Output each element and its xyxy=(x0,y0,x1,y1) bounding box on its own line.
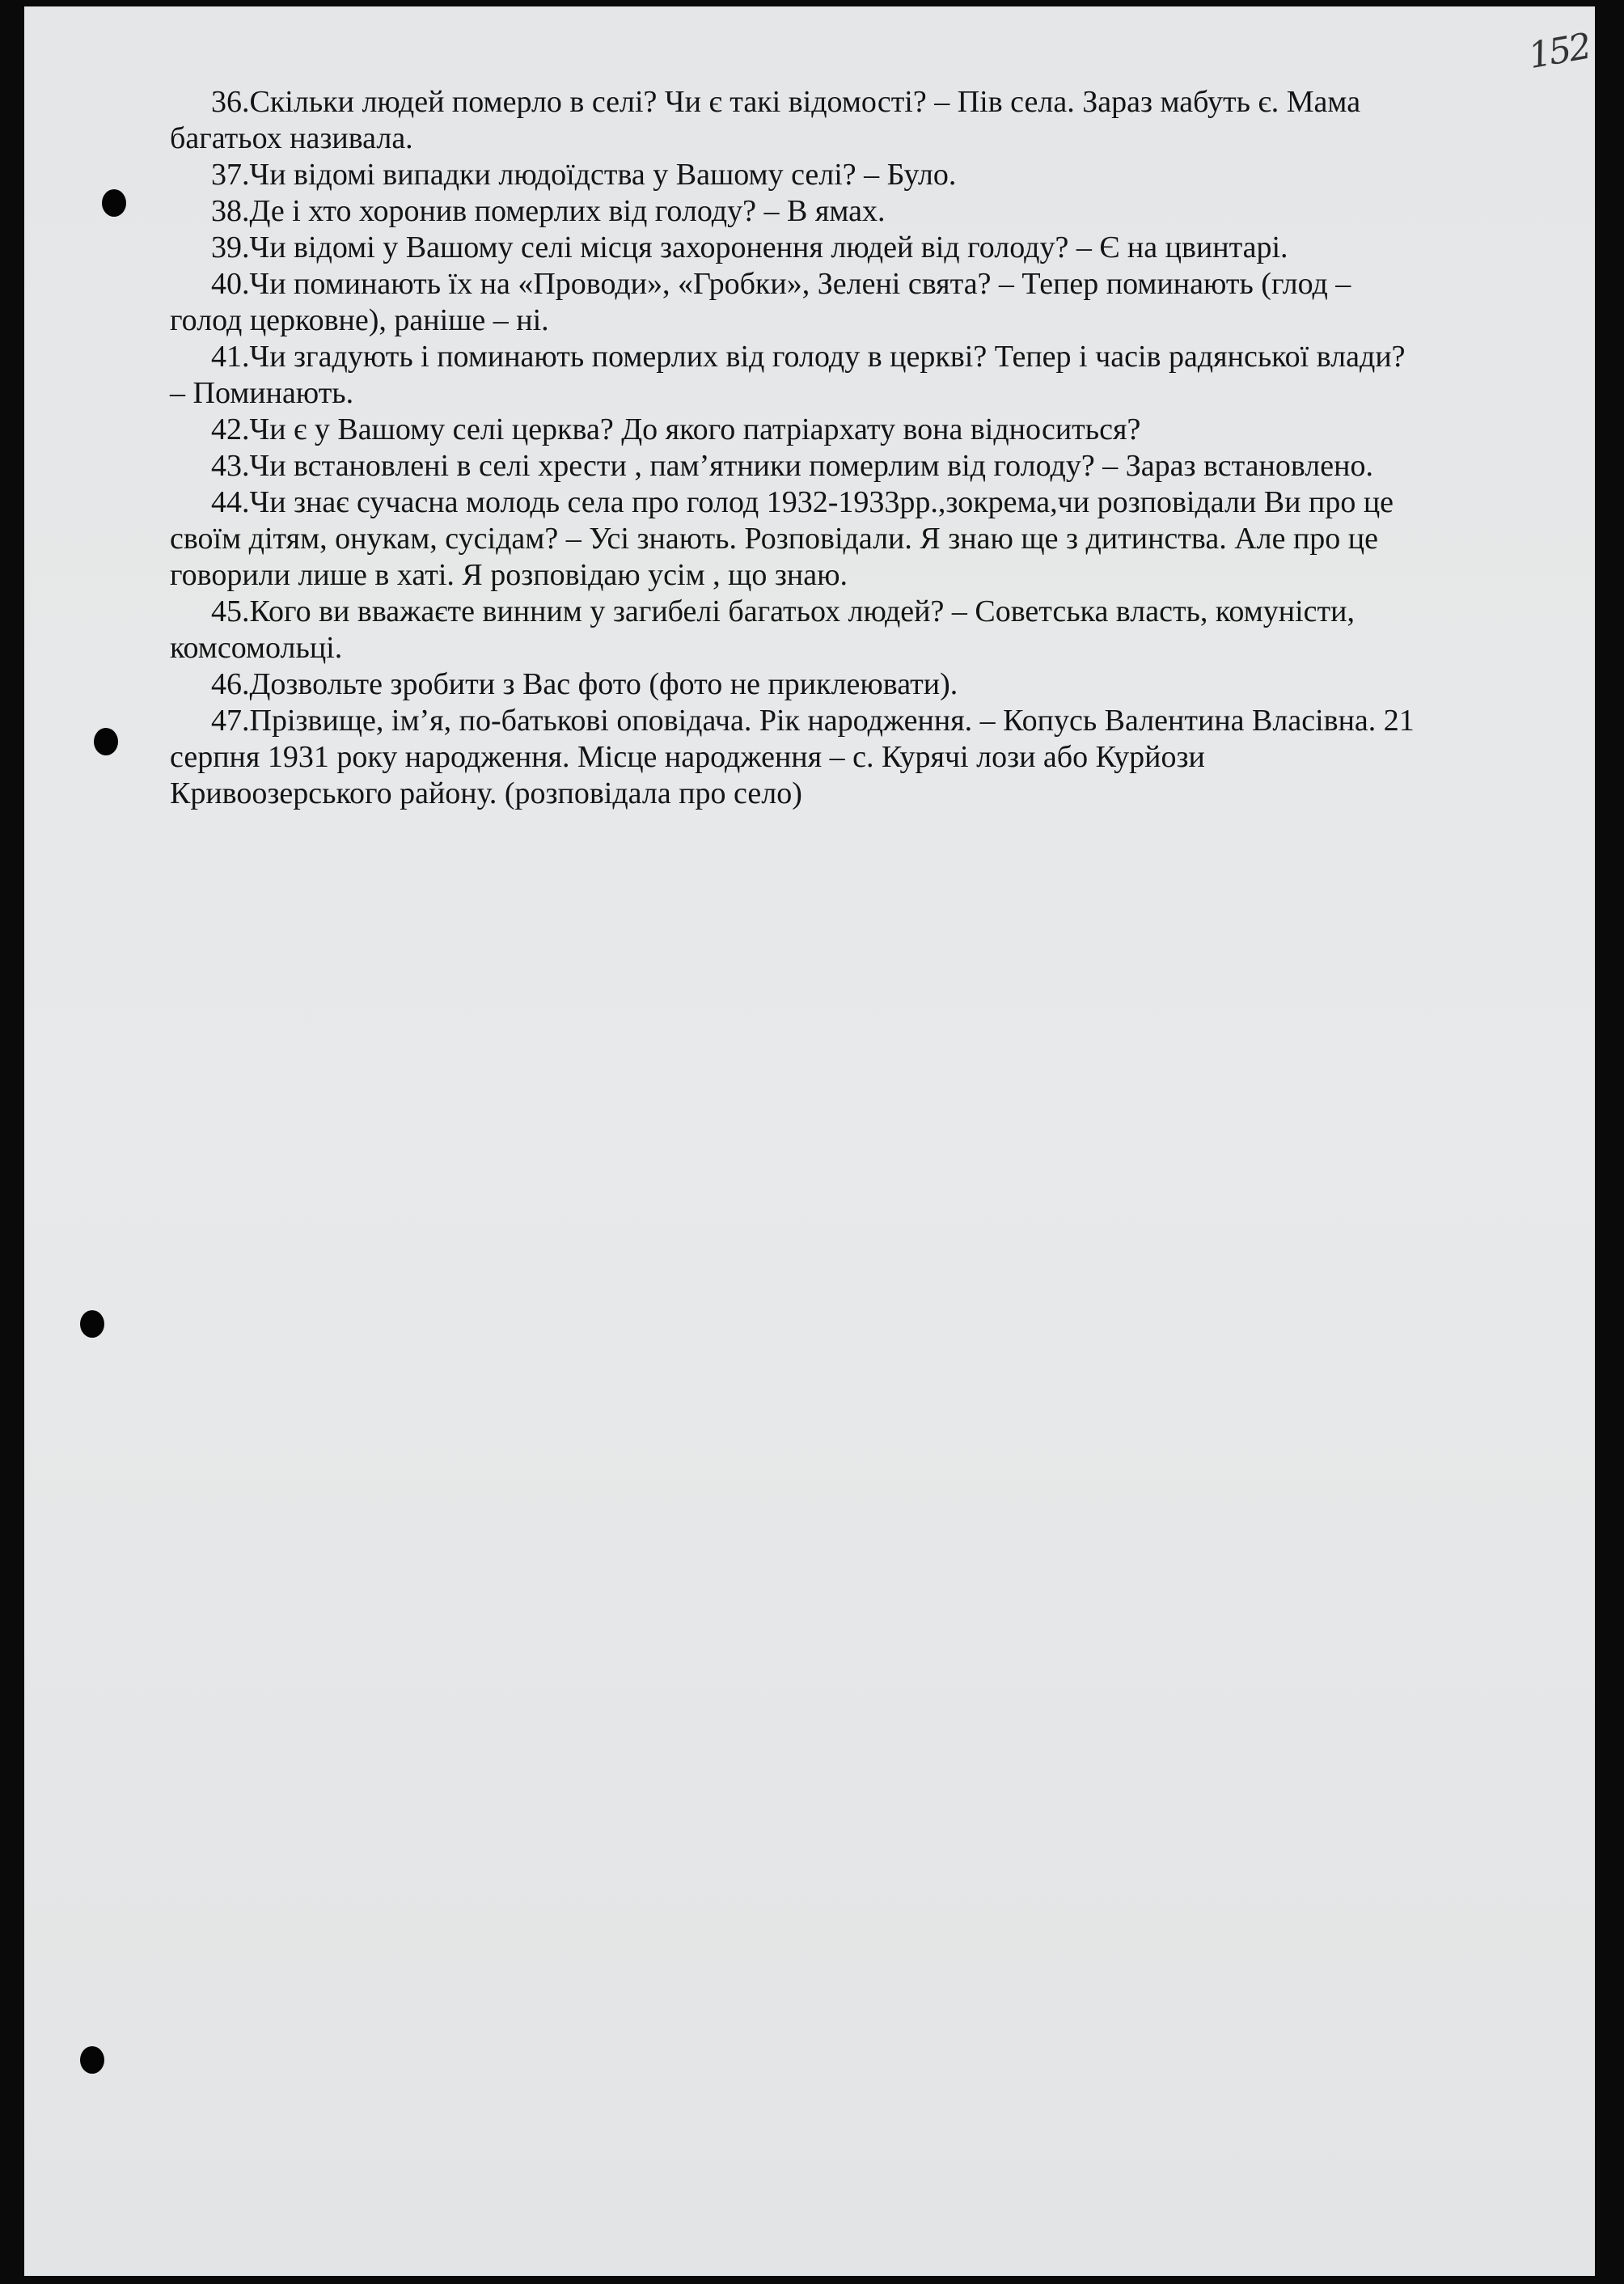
question-item xyxy=(170,266,1415,339)
text-line: 46.Дозвольте зробити з Вас фото (фото не приклеювати). xyxy=(211,667,958,701)
text-line: – Поминають. xyxy=(170,376,354,410)
text-line: голод церковне), раніше – ні. xyxy=(170,303,549,337)
punch-hole xyxy=(80,1310,104,1338)
question-item xyxy=(170,193,1415,230)
text-line: 39.Чи відомі у Вашому селі місця захоронення людей від голоду? – Є на цвинтарі. xyxy=(211,231,1288,264)
text-line: 43.Чи встановлені в селі хрести , пам’ятники померлим від голоду? – Зараз встановлено. xyxy=(211,449,1373,483)
text-line: 45.Кого ви вважаєте винним у загибелі багатьох людей? – Советська власть, комуністи, xyxy=(211,594,1355,628)
question-item xyxy=(170,84,1415,157)
text-line: своїм дітям, онукам, сусідам? – Усі знають. Розповідали. Я знаю ще з дитинства. Але про це xyxy=(170,522,1379,556)
question-item xyxy=(170,448,1415,484)
question-item xyxy=(170,230,1415,266)
question-item xyxy=(170,339,1415,412)
text-line: 37.Чи відомі випадки людоїдства у Вашому селі? – Було. xyxy=(211,158,957,192)
text-line: 41.Чи згадують і поминають померлих від голоду в церкві? Тепер і часів радянської влади? xyxy=(211,340,1406,374)
text-line: 42.Чи є у Вашому селі церква? До якого патріархату вона відноситься? xyxy=(211,412,1141,446)
handwritten-page-number: 152 xyxy=(1525,25,1592,78)
text-line: Кривоозерського району. (розповідала про село) xyxy=(170,776,802,810)
text-line: 40.Чи поминають їх на «Проводи», «Гробки», Зелені свята? – Тепер поминають (глод – xyxy=(211,267,1351,301)
question-item xyxy=(170,484,1415,594)
text-line: 44.Чи знає сучасна молодь села про голод 1932-1933рр.,зокрема,чи розповідали Ви про це xyxy=(211,485,1394,519)
text-line: комсомольці. xyxy=(170,631,343,665)
text-line: багатьох називала. xyxy=(170,121,413,155)
questionnaire-text xyxy=(170,84,1415,812)
question-item xyxy=(170,703,1415,812)
question-item xyxy=(170,594,1415,666)
text-line: 36.Скільки людей померло в селі? Чи є такі відомості? – Пів села. Зараз мабуть є. Мама xyxy=(211,85,1361,119)
text-line: серпня 1931 року народження. Місце народження – с. Курячі лози або Курйози xyxy=(170,740,1205,774)
punch-hole xyxy=(80,2046,104,2074)
question-item xyxy=(170,157,1415,193)
text-line: 47.Прізвище, ім’я, по-батькові оповідача. Рік народження. – Копусь Валентина Власівна. 21 xyxy=(211,704,1415,738)
punch-hole xyxy=(102,189,126,217)
question-item xyxy=(170,412,1415,448)
punch-hole xyxy=(94,728,118,755)
question-item xyxy=(170,666,1415,703)
text-line: 38.Де і хто хоронив померлих від голоду? – В ямах. xyxy=(211,194,886,228)
text-line: говорили лише в хаті. Я розповідаю усім , що знаю. xyxy=(170,558,848,592)
